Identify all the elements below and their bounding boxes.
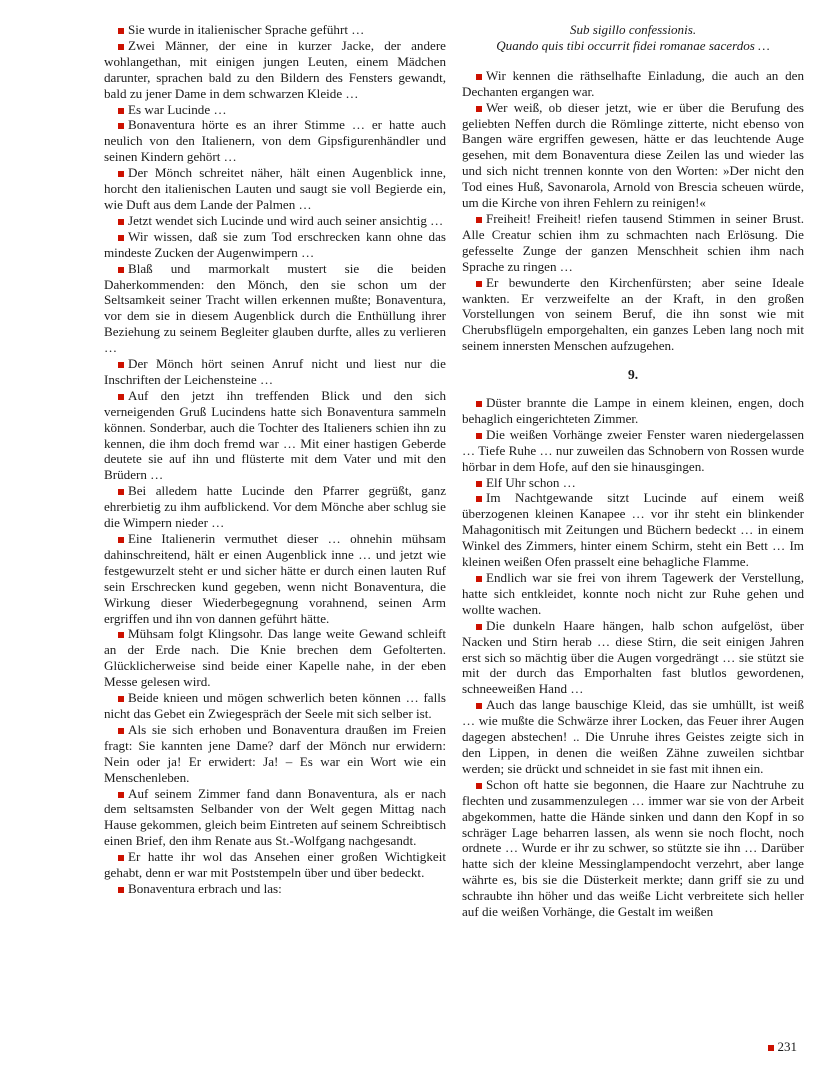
paragraph: Bei alledem hatte Lucinde den Pfarrer gegrüßt, ganz ehrerbietig zu ihm aufblickend. Vor dem Mönche aber schlug sie die Wimpern nieder … — [104, 483, 446, 531]
paragraph: Er bewunderte den Kirchenfürsten; aber seine Ideale wankten. Er verzweifelte an der Kraft, in den großen Vorstellungen von seinem Beruf, die ihn sonst wie mit Cherubsflügeln emporgehalten, ein ganzes Leben lang noch mit seinem innersten Menschen aufzugehen. — [462, 274, 804, 354]
paragraph: Der Mönch schreitet näher, hält einen Augenblick inne, horcht den italienischen Lauten und saugt sie voll Begierde ein, wie Duft aus dem Lande der Palmen … — [104, 165, 446, 212]
paragraph: Im Nachtgewande sitzt Lucinde auf einem weiß überzogenen kleinen Kanapee … vor ihr steht ein blinkender Mahagonitisch mit Zeitungen und Büchern bedeckt … in einem Winkel des Zimmers, hinter einem Schirm, steht ein Bett … Im kleinen weißen Ofen prasselt eine behagliche Flamme. — [462, 490, 804, 570]
paragraph: Bonaventura hörte es an ihrer Stimme … er hatte auch neulich von den Italienern, von dem Gipsfigurenhändler und seinen Kindern gehört … — [104, 117, 446, 165]
paragraph: Freiheit! Freiheit! riefen tausend Stimmen in seiner Brust. Alle Creatur schien ihm zu schmachten nach Erlösung. Die gefesselte Zunge der ganzen Menschheit schien ihm nach Sprache zu ringen … — [462, 210, 804, 274]
paragraph: Mühsam folgt Klingsohr. Das lange weite Gewand schleift an der Erde nach. Die Knie brechen dem Gefolterten. Glücklicherweise sind beide einer Kapelle nahe, in der eben Messe gelesen wird. — [104, 626, 446, 690]
paragraph: Wir kennen die räthselhafte Einladung, die auch an den Dechanten ergangen war. — [462, 67, 804, 99]
paragraph: Düster brannte die Lampe in einem kleinen, engen, doch behaglich eingerichteten Zimmer. — [462, 395, 804, 426]
chapter-section — [462, 395, 804, 920]
paragraph: Als sie sich erhoben und Bonaventura draußen im Freien fragt: Sie kannten jene Dame? darf der Mönch nur erwidern: Nein oder ja! Er erwidert: Ja! – Es war ein Wort wie ein Menschenleben. — [104, 721, 446, 785]
paragraph: Die dunkeln Haare hängen, halb schon aufgelöst, über Nacken und Stirn herab … diese Stirn, die seit einigen Jahren erst sich so mächtig über die Augen vorgedrängt … sie stützt sie mit der durch das Emporhalten fast blutlos gewordenen, schneeweißen Hand … — [462, 617, 804, 697]
paragraph: Auf seinem Zimmer fand dann Bonaventura, als er nach dem seltsamsten Selbander von der Welt gegen Mittag nach Hause gekommen, gleich beim Eintreten auf seinem Schreibtisch einen Brief, den ihm Renate aus St.-Wolfgang nachgesandt. — [104, 785, 446, 849]
paragraph: Zwei Männer, der eine in kurzer Jacke, der andere wohlangethan, mit einigen jungen Leuten, einem Mädchen darunter, sprachen bald zu den Bildern des Fensters gewandt, bald zu jener Dame in dem schwarzen Kleide … — [104, 37, 446, 101]
page-number-value: 231 — [777, 1039, 797, 1054]
paragraph: Die weißen Vorhänge zweier Fenster waren niedergelassen … Tiefe Ruhe … nur zuweilen das Schnobern von Rossen wurde hörbar in dem Hofe, auf den sie hinausgingen. — [462, 426, 804, 474]
right-column — [462, 22, 804, 920]
paragraph: Wir wissen, daß sie zum Tod erschrecken kann ohne das mindeste Zucken der Augenwimpern … — [104, 228, 446, 260]
page-number — [768, 1039, 798, 1055]
paragraph: Bonaventura erbrach und las: — [104, 881, 446, 897]
epigraph — [462, 22, 804, 54]
section-heading: 9. — [627, 367, 639, 383]
epigraph-line: Sub sigillo confessionis. — [569, 22, 697, 37]
epigraph-line: Quando quis tibi occurrit fidei romanae sacerdos … — [496, 37, 770, 53]
paragraph: Beide knieen und mögen schwerlich beten können … falls nicht das Gebet ein Zwiegespräch der Seele mit sich selber ist. — [104, 690, 446, 721]
left-column — [104, 22, 446, 920]
paragraph: Er hatte ihr wol das Ansehen einer großen Wichtigkeit gehabt, denn er war mit Poststempeln über und über bedeckt. — [104, 849, 446, 881]
paragraph: Jetzt wendet sich Lucinde und wird auch seiner ansichtig … — [104, 213, 446, 229]
paragraph: Auf den jetzt ihn treffenden Blick und den sich verneigenden Gruß Lucindens hatte sich Bonaventura sammeln können. Sonderbar, auch die Tochter des Italieners schien ihn zu kennen, die ihm doch fremd war … Mit einer hastigen Geberde deutete sie auf ihn und flüsterte mit dem Vater und mit den Brüdern … — [104, 387, 446, 483]
paragraph: Schon oft hatte sie begonnen, die Haare zur Nachtruhe zu flechten und zusammenzulegen … immer war sie von der Arbeit abgekommen, hatte die Hände sinken und dann den Kopf in so schräger Lage beharren lassen, als wenn sie noch flocht, noch ordnete … Wurde er ihr zu schwer, so stützte sie ihn … Darüber hatte sich der kleine Messinglampendocht verzehrt, aber lange währte es, bis sie die Düsterkeit merkte; dann griff sie zu und schraubte ihn höher und das weiße Licht verbreitete sich heller auf die weißen Vorhänge, die Gestalt im weißen — [462, 776, 804, 920]
paragraph: Eine Italienerin vermuthet dieser … ohnehin mühsam dahinschreitend, hält er einen Augenblick inne … und jetzt wie festgewurzelt steht er und sicher hätte er durch einen lauten Ruf sein Erschrecken kund gegeben, wenn nicht Bonaventura, die Wirkung dieser Wiederbegegnung vorahnend, seinen Arm ergriffen und ihn von dannen geführt hätte. — [104, 531, 446, 626]
paragraph: Blaß und marmorkalt mustert sie die beiden Daherkommenden: den Mönch, den sie schon um der Seltsamkeit seiner Tracht willen erkennen mußte; Bonaventura, vor dem sie in diesem Augenblick durch die Enthüllung ihrer Beziehung zu seinem Begleiter glauben durfte, alles zu verlieren … — [104, 260, 446, 356]
paragraph: Elf Uhr schon … — [462, 475, 804, 491]
text-columns — [104, 22, 804, 920]
paragraph: Es war Lucinde … — [104, 102, 446, 118]
intro-section — [462, 68, 804, 354]
paragraph: Der Mönch hört seinen Anruf nicht und liest nur die Inschriften der Leichensteine … — [104, 356, 446, 387]
annotation-marker-icon — [768, 1045, 774, 1051]
paragraph: Wer weiß, ob dieser jetzt, wie er über die Berufung des geliebten Neffen durch die Römlinge zitterte, nicht ebenso von Bangen wäre ergriffen gewesen, hätte er das leuchtende Auge gesehen, mit dem Bonaventura diese Zeilen las und wieder las und sich nicht trennen konnte von den Worten: »Der nicht den Tod eines Huß, Savonarola, Arnold von Brescia scheuen würde, um die Kirche von ihren Fehlern zu reinigen!« — [462, 99, 804, 211]
paragraph: Sie wurde in italienischer Sprache geführt … — [104, 22, 446, 38]
paragraph: Auch das lange bauschige Kleid, das sie umhüllt, ist weiß … wie mußte die Schwärze ihrer Locken, das Feuer ihrer Augen dagegen abstechen! .. Die Unruhe ihres Geistes zeigte sich in den Lippen, in denen die weißen Zähne zuweilen sichtbar werden; sie drückt und schneidet in sie fast mit ihnen ein. — [462, 697, 804, 776]
paragraph: Endlich war sie frei von ihrem Tagewerk der Verstellung, hatte sich entkleidet, konnte noch nicht zur Ruhe gehen und wollte wachen. — [462, 570, 804, 617]
